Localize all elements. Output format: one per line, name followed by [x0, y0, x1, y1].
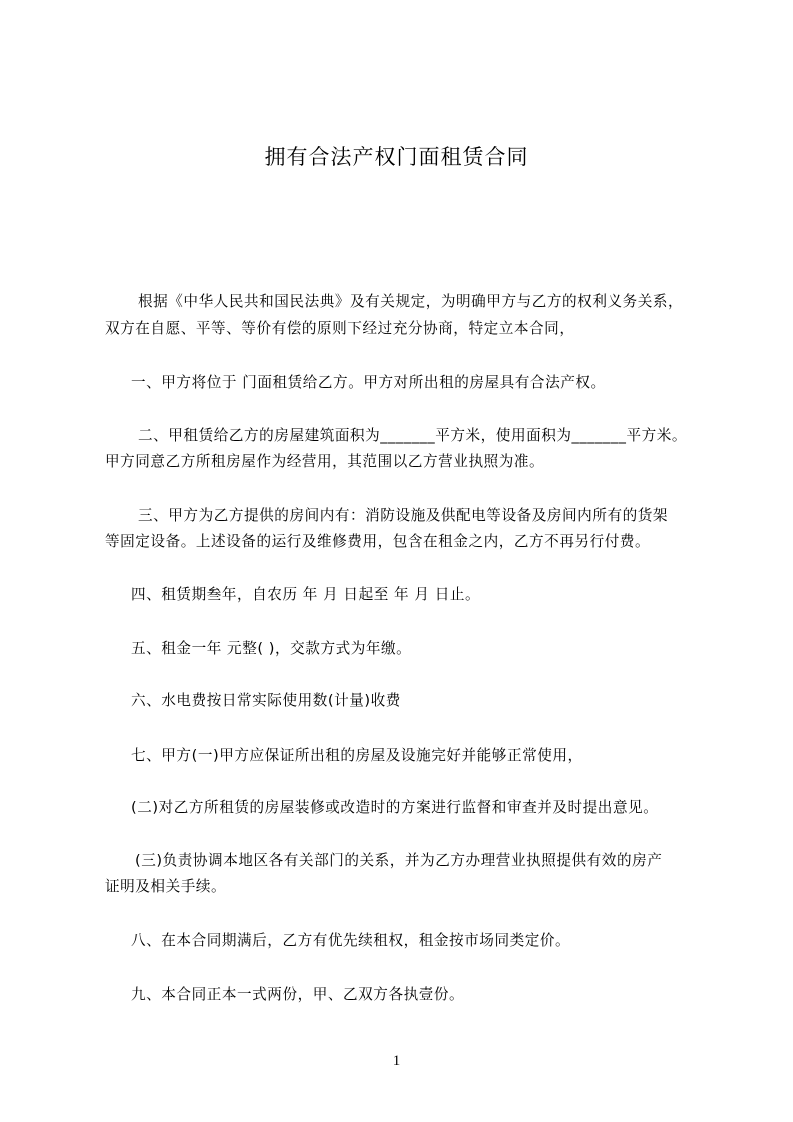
clause-7-item-3-line-1: (三)负责协调本地区各有关部门的关系，并为乙方办理营业执照提供有效的房产	[135, 852, 663, 869]
document-title: 拥有合法产权门面租赁合同	[264, 145, 529, 169]
clause-3-line-1: 三、甲方为乙方提供的房间内有：消防设施及供配电等设备及房间内所有的货架	[138, 507, 669, 524]
clause-4: 四、租赁期叁年，自农历 年 月 日起至 年 月 日止。	[131, 586, 481, 603]
clause-2-line-2: 甲方同意乙方所租房屋作为经营用，其范围以乙方营业执照为准。	[105, 453, 545, 470]
clause-7-item-3-line-2: 证明及相关手续。	[105, 878, 227, 895]
clause-3-line-2: 等固定设备。上述设备的运行及维修费用，包含在租金之内，乙方不再另行付费。	[105, 533, 651, 550]
clause-2-line-1: 二、甲租赁给乙方的房屋建筑面积为_______平方米，使用面积为_______平方米。	[138, 427, 688, 444]
paragraph-preamble-line-2: 双方在自愿、平等、等价有偿的原则下经过充分协商，特定立本合同，	[105, 320, 575, 337]
clause-1: 一、甲方将位于 门面租赁给乙方。甲方对所出租的房屋具有合法产权。	[131, 374, 606, 391]
page-number: 1	[392, 1053, 401, 1069]
clause-8: 八、在本合同期满后，乙方有优先续租权，租金按市场同类定价。	[131, 932, 571, 949]
clause-7-item-2: (二)对乙方所租赁的房屋装修或改造时的方案进行监督和审查并及时提出意见。	[131, 799, 659, 816]
paragraph-preamble-line-1: 根据《中华人民共和国民法典》及有关规定，为明确甲方与乙方的权利义务关系，	[138, 293, 684, 310]
clause-9: 九、本合同正本一式两份，甲、乙双方各执壹份。	[131, 986, 465, 1003]
clause-6: 六、水电费按日常实际使用数(计量)收费	[131, 692, 401, 709]
clause-7: 七、甲方(一)甲方应保证所出租的房屋及设施完好并能够正常使用，	[131, 747, 583, 764]
clause-5: 五、租金一年 元整( )，交款方式为年缴。	[131, 640, 412, 657]
